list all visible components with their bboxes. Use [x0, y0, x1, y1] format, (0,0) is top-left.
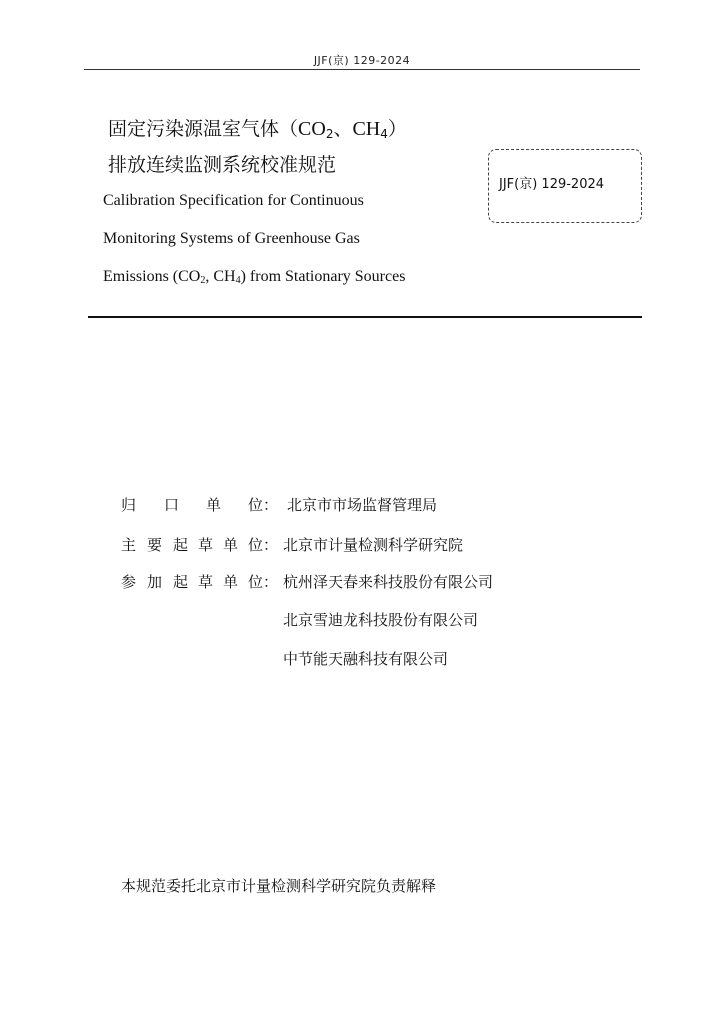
main-drafter-label-char: 要 [147, 536, 163, 554]
title-en-line3-suffix: ) from Stationary Sources [240, 268, 406, 285]
guikou-label-char: 口 [164, 496, 180, 514]
main-drafter-label-char: 位： [248, 536, 279, 554]
title-en-sub1: 2 [200, 275, 206, 286]
participating-drafter-label-char: 加 [147, 573, 163, 591]
title-cn-prefix: 固定污染源温室气体（ [108, 118, 299, 140]
main-drafter-label-char: 起 [173, 536, 189, 554]
title-divider [88, 316, 642, 318]
main-drafter-label-char: 单 [223, 536, 239, 554]
guikou-unit-value: 北京市市场监督管理局 [287, 496, 438, 514]
title-cn-line1 [108, 114, 407, 141]
title-cn-co: CO [298, 118, 326, 140]
participating-drafter-value: 杭州泽天春来科技股份有限公司 [283, 573, 494, 591]
title-en-line1: Calibration Specification for Continuous [103, 192, 364, 209]
main-drafter-value: 北京市计量检测科学研究院 [283, 536, 464, 554]
participating-drafter-value: 中节能天融科技有限公司 [283, 650, 449, 668]
participating-drafter-value: 北京雪迪龙科技股份有限公司 [283, 611, 479, 629]
guikou-label-char: 归 [121, 496, 137, 514]
title-en-sub2: 4 [235, 275, 241, 286]
title-en-line3-mid: , CH [205, 268, 236, 285]
title-cn-ch-sub: 4 [380, 127, 388, 141]
interpretation-note: 本规范委托北京市计量检测科学研究院负责解释 [121, 877, 437, 895]
title-cn-line2: 排放连续监测系统校准规范 [108, 154, 337, 176]
title-en-line2: Monitoring Systems of Greenhouse Gas [103, 230, 360, 247]
participating-drafter-label-char: 单 [223, 573, 239, 591]
participating-drafter-label-char: 起 [173, 573, 189, 591]
participating-drafter-label-char: 参 [121, 573, 137, 591]
title-en-line3 [103, 268, 405, 286]
title-cn-co-sub: 2 [325, 127, 334, 141]
main-drafter-label-char: 主 [121, 536, 137, 554]
title-cn-suffix: ） [387, 118, 407, 140]
participating-drafter-label-char: 草 [198, 573, 214, 591]
running-header-code: JJF(京) 129-2024 [313, 54, 411, 67]
main-drafter-label-char: 草 [198, 536, 214, 554]
title-en-line3-prefix: Emissions (CO [103, 268, 201, 285]
header-rule [84, 69, 640, 70]
title-cn-ch: CH [352, 118, 381, 140]
spec-code: JJF(京) 129-2024 [499, 177, 605, 192]
guikou-label-char: 单 [206, 496, 222, 514]
guikou-label-char: 位： [248, 496, 279, 514]
participating-drafter-label-char: 位： [248, 573, 279, 591]
title-cn-sep: 、 [333, 118, 353, 140]
